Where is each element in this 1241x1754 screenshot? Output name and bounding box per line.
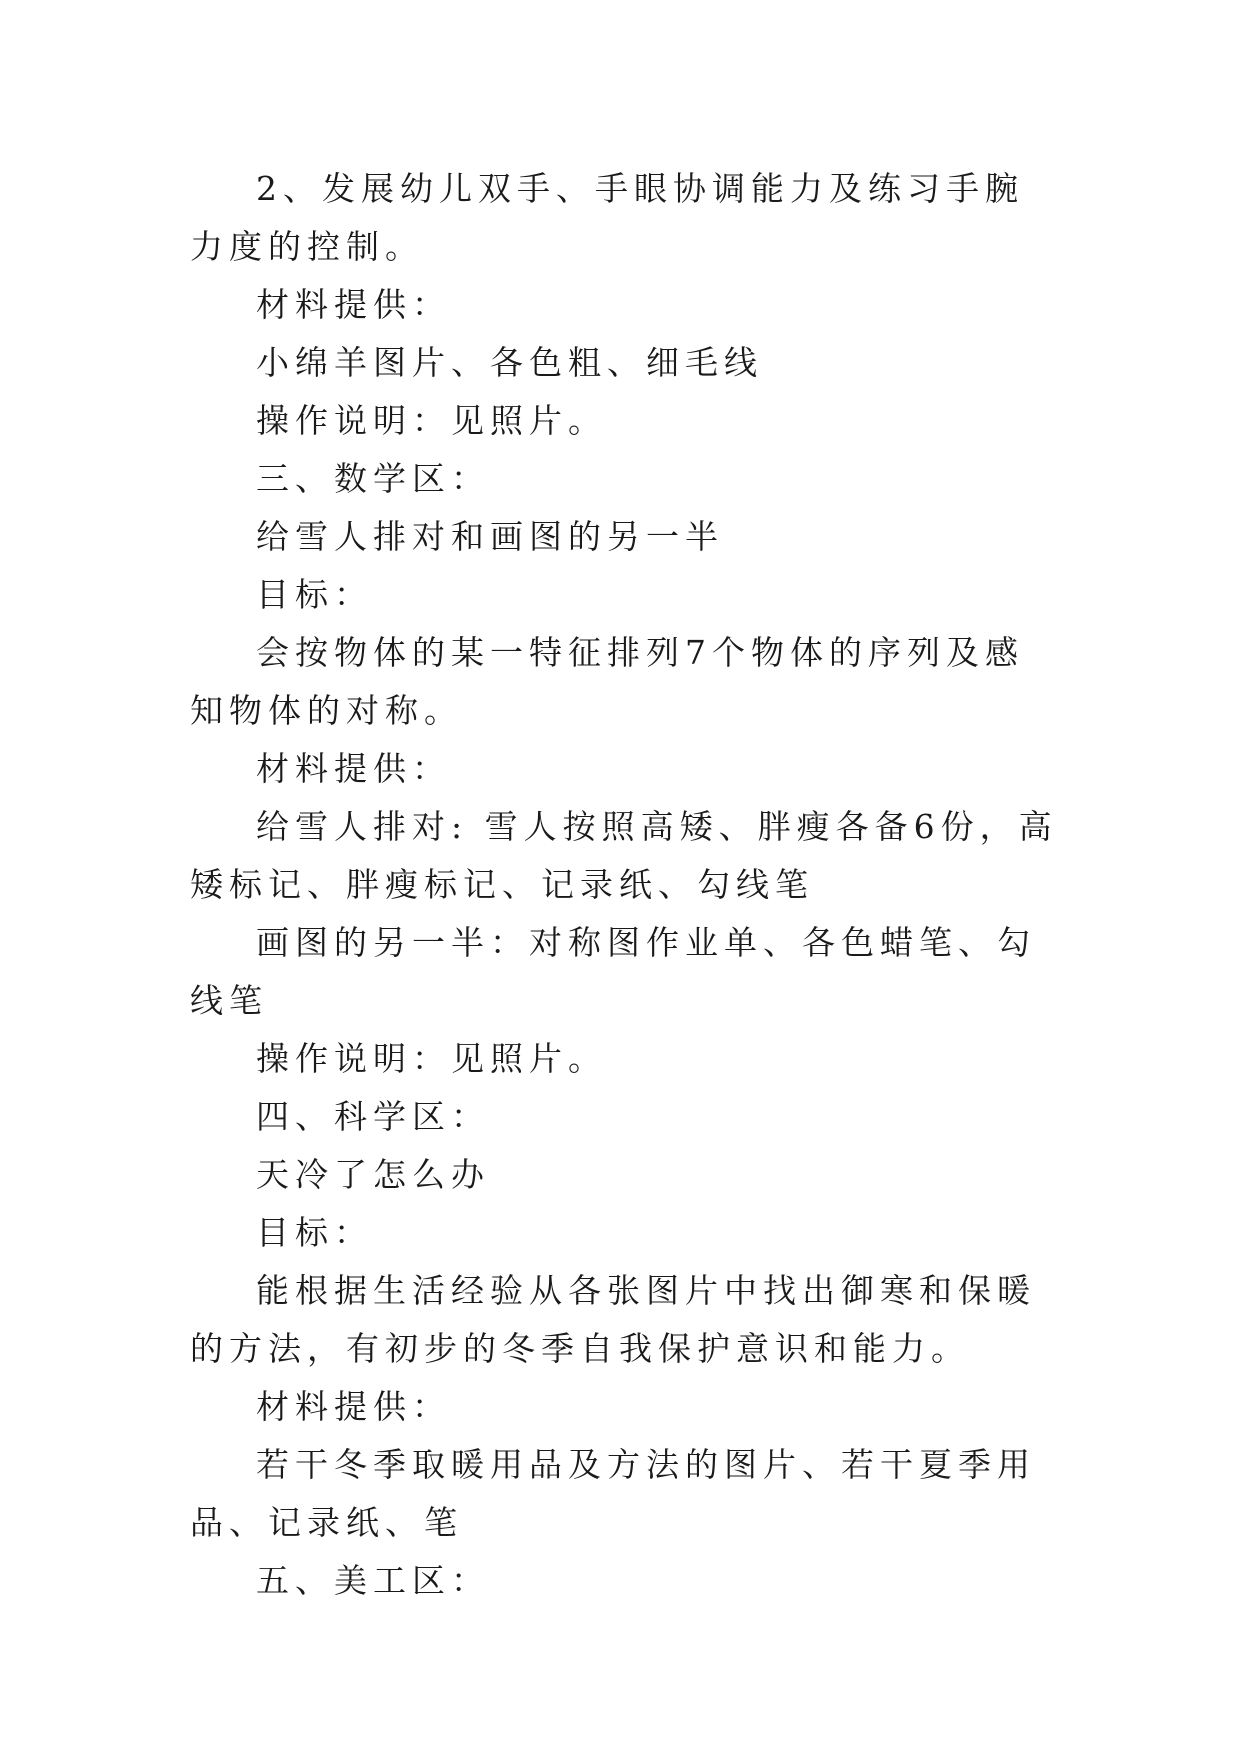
paragraph-materials-winter: 若干冬季取暖用品及方法的图片、若干夏季用品、记录纸、笔 xyxy=(190,1445,1036,1542)
paragraph-goal-heading: 目标： xyxy=(256,1213,373,1252)
paragraph-instructions: 操作说明：见照片。 xyxy=(256,1039,607,1078)
section-heading-math: 三、数学区： xyxy=(256,459,490,498)
paragraph-materials-heading: 材料提供： xyxy=(256,285,451,324)
paragraph-materials-heading: 材料提供： xyxy=(256,1387,451,1426)
paragraph-materials-lamb: 小绵羊图片、各色粗、细毛线 xyxy=(256,343,763,382)
document-body xyxy=(190,160,1060,1610)
paragraph-goal-text: 能根据生活经验从各张图片中找出御寒和保暖的方法，有初步的冬季自我保护意识和能力。 xyxy=(190,1271,1036,1368)
section-heading-art: 五、美工区： xyxy=(256,1561,490,1600)
paragraph-goal-2: 2、发展幼儿双手、手眼协调能力及练习手腕力度的控制。 xyxy=(190,169,1024,266)
paragraph-materials-snowman: 给雪人排对: 雪人按照高矮、胖瘦各备6份，高矮标记、胖瘦标记、记录纸、勾线笔 xyxy=(190,807,1058,904)
paragraph-instructions: 操作说明：见照片。 xyxy=(256,401,607,440)
paragraph-materials-heading: 材料提供： xyxy=(256,749,451,788)
paragraph-materials-symmetry: 画图的另一半：对称图作业单、各色蜡笔、勾线笔 xyxy=(190,923,1036,1020)
section-heading-science: 四、科学区： xyxy=(256,1097,490,1136)
paragraph-goal-heading: 目标： xyxy=(256,575,373,614)
activity-title-cold: 天冷了怎么办 xyxy=(256,1155,490,1194)
activity-title-snowman: 给雪人排对和画图的另一半 xyxy=(256,517,724,556)
paragraph-goal-text: 会按物体的某一特征排列7个物体的序列及感知物体的对称。 xyxy=(190,633,1024,730)
